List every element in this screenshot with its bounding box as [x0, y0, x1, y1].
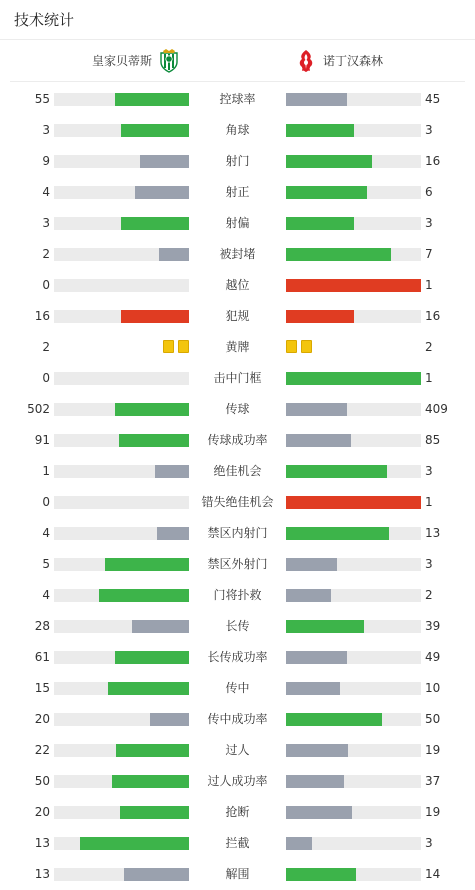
stat-row: [0, 704, 475, 735]
away-stat-value: 14: [425, 867, 441, 881]
stat-row: [0, 208, 475, 239]
away-stat-bar-track: [286, 124, 421, 137]
home-stat-bar-green: [105, 558, 189, 571]
yellow-card-icon: [286, 340, 297, 353]
home-stat-value: 2: [42, 340, 50, 354]
home-stat-bar-track: [54, 775, 189, 788]
real-betis-crest-icon: [158, 49, 180, 73]
stat-label: 门将扑救: [213, 588, 262, 602]
stat-label: 射正: [225, 185, 250, 199]
stat-row: [0, 115, 475, 146]
away-stat-bar-gray: [286, 651, 347, 664]
stat-row: [0, 518, 475, 549]
home-stat-bar-track: [54, 434, 189, 447]
away-stat-value: 7: [425, 247, 433, 261]
away-stat-bar-gray: [286, 558, 337, 571]
home-stat-bar-gray: [157, 527, 189, 540]
stat-label: 解围: [225, 867, 250, 881]
stat-row: [0, 394, 475, 425]
stat-label: 禁区外射门: [207, 557, 268, 571]
stat-row: [0, 456, 475, 487]
stat-label: 黄牌: [225, 340, 250, 354]
page-title: [0, 0, 475, 40]
home-stat-value: 2: [42, 247, 50, 261]
away-stat-bar-track: [286, 496, 421, 509]
away-stat-value: 10: [425, 681, 441, 695]
away-stat-value: 6: [425, 185, 433, 199]
away-stat-bar-green: [286, 868, 356, 881]
home-stat-value: 13: [34, 836, 50, 850]
away-stat-value: 2: [425, 588, 433, 602]
away-stat-bar-green: [286, 217, 354, 230]
away-stat-bar-green: [286, 372, 421, 385]
home-stat-bar-green: [116, 744, 189, 757]
stat-label: 错失绝佳机会: [201, 495, 274, 509]
home-stat-value: 55: [34, 92, 50, 106]
home-stat-bar-gray: [124, 868, 189, 881]
home-stat-bar-track: [54, 744, 189, 757]
stat-label: 过人: [225, 743, 250, 757]
yellow-card-icon: [301, 340, 312, 353]
team-header: [10, 40, 465, 82]
away-stat-bar-track: [286, 248, 421, 261]
page-title-text: 技术统计: [14, 11, 75, 29]
home-stat-bar-green: [115, 651, 189, 664]
home-stat-bar-track: [54, 651, 189, 664]
stat-label: 传中成功率: [207, 712, 268, 726]
away-stat-value: 3: [425, 123, 433, 137]
home-stat-value: 16: [34, 309, 50, 323]
away-stat-bar-green: [286, 248, 391, 261]
home-stat-value: 502: [27, 402, 50, 416]
home-stat-value: 20: [34, 805, 50, 819]
home-stat-bar-track: [54, 868, 189, 881]
stat-row: [0, 673, 475, 704]
away-stat-bar-track: [286, 868, 421, 881]
stat-label: 射门: [225, 154, 250, 168]
away-stat-bar-green: [286, 124, 354, 137]
home-stat-value: 5: [42, 557, 50, 571]
home-stat-value: 4: [42, 185, 50, 199]
away-stat-bar-gray: [286, 682, 340, 695]
home-stat-bar-green: [119, 434, 189, 447]
home-stat-bar-track: [54, 310, 189, 323]
away-stat-bar-track: [286, 837, 421, 850]
yellow-card-icon: [163, 340, 174, 353]
away-stat-value: 13: [425, 526, 441, 540]
away-stat-bar-track: [286, 620, 421, 633]
stat-label: 拦截: [225, 836, 250, 850]
stat-label: 犯规: [225, 309, 250, 323]
away-team-name: 诺丁汉森林: [323, 54, 384, 68]
home-stat-bar-green: [112, 775, 189, 788]
away-stat-bar-track: [286, 682, 421, 695]
home-stat-bar-track: [54, 93, 189, 106]
home-stat-bar-track: [54, 155, 189, 168]
stat-row: [0, 425, 475, 456]
home-team-name: 皇家贝蒂斯: [91, 54, 152, 68]
away-stat-bar-green: [286, 527, 389, 540]
stat-label: 绝佳机会: [213, 464, 262, 478]
home-stat-bar-track: [54, 713, 189, 726]
stat-row: [0, 735, 475, 766]
home-stat-bar-green: [108, 682, 189, 695]
home-stat-bar-track: [54, 496, 189, 509]
away-stat-bar-track: [286, 651, 421, 664]
stat-label: 长传: [225, 619, 250, 633]
stat-label: 禁区内射门: [207, 526, 268, 540]
home-stat-value: 0: [42, 278, 50, 292]
home-stat-bar-green: [121, 217, 189, 230]
away-stat-bar-track: [286, 279, 421, 292]
away-team[interactable]: [295, 40, 383, 81]
home-stat-value: 0: [42, 495, 50, 509]
away-stat-bar-track: [286, 744, 421, 757]
stat-label: 角球: [225, 123, 250, 137]
away-stat-value: 49: [425, 650, 441, 664]
away-stat-value: 19: [425, 805, 441, 819]
stat-label: 击中门框: [213, 371, 262, 385]
stat-label: 传球: [225, 402, 250, 416]
home-stat-bar-track: [54, 372, 189, 385]
away-stat-bar-gray: [286, 744, 348, 757]
away-stat-value: 1: [425, 495, 433, 509]
away-yellow-cards: [286, 340, 312, 353]
away-stat-bar-gray: [286, 775, 344, 788]
away-stat-bar-track: [286, 186, 421, 199]
stat-row: [0, 146, 475, 177]
home-stat-bar-track: [54, 620, 189, 633]
stat-row: [0, 332, 475, 363]
stat-row: [0, 797, 475, 828]
away-stat-bar-green: [286, 186, 367, 199]
home-stat-bar-track: [54, 465, 189, 478]
away-stat-bar-red: [286, 496, 421, 509]
away-stat-value: 50: [425, 712, 441, 726]
home-stat-bar-track: [54, 124, 189, 137]
yellow-card-icon: [178, 340, 189, 353]
stat-label: 过人成功率: [207, 774, 268, 788]
stat-row: [0, 239, 475, 270]
home-stat-value: 0: [42, 371, 50, 385]
stat-label: 被封堵: [219, 247, 256, 261]
away-stat-bar-green: [286, 713, 382, 726]
home-stat-bar-green: [99, 589, 189, 602]
home-stat-bar-track: [54, 279, 189, 292]
home-stat-bar-track: [54, 589, 189, 602]
home-stat-bar-track: [54, 217, 189, 230]
away-stat-bar-green: [286, 155, 372, 168]
away-stat-bar-track: [286, 434, 421, 447]
away-stat-value: 85: [425, 433, 441, 447]
away-stat-bar-track: [286, 527, 421, 540]
home-stat-value: 3: [42, 216, 50, 230]
home-stat-bar-gray: [140, 155, 189, 168]
home-stat-bar-green: [121, 124, 189, 137]
away-stat-bar-red: [286, 310, 354, 323]
home-stat-value: 3: [42, 123, 50, 137]
stat-row: [0, 766, 475, 797]
nottingham-forest-crest-icon: [295, 49, 317, 73]
stat-row: [0, 270, 475, 301]
away-stat-value: 1: [425, 371, 433, 385]
home-stat-bar-track: [54, 527, 189, 540]
stat-label: 长传成功率: [207, 650, 268, 664]
away-stat-bar-gray: [286, 93, 347, 106]
away-stat-bar-track: [286, 217, 421, 230]
home-stat-bar-track: [54, 403, 189, 416]
away-stat-value: 37: [425, 774, 441, 788]
home-stat-bar-gray: [150, 713, 189, 726]
stat-label: 抢断: [225, 805, 250, 819]
home-stat-bar-track: [54, 682, 189, 695]
away-stat-value: 3: [425, 836, 433, 850]
away-stat-bar-track: [286, 93, 421, 106]
away-stat-value: 19: [425, 743, 441, 757]
home-stat-bar-track: [54, 806, 189, 819]
away-stat-value: 2: [425, 340, 433, 354]
home-yellow-cards: [163, 340, 189, 353]
away-stat-value: 16: [425, 309, 441, 323]
away-stat-value: 3: [425, 464, 433, 478]
home-stat-value: 28: [34, 619, 50, 633]
away-stat-value: 3: [425, 216, 433, 230]
home-stat-value: 1: [42, 464, 50, 478]
home-team[interactable]: [92, 40, 180, 81]
home-stat-bar-track: [54, 837, 189, 850]
away-stat-bar-gray: [286, 806, 352, 819]
home-stat-bar-gray: [155, 465, 189, 478]
away-stat-value: 39: [425, 619, 441, 633]
away-stat-value: 45: [425, 92, 441, 106]
stat-label: 传球成功率: [207, 433, 268, 447]
away-stat-bar-track: [286, 558, 421, 571]
stat-label: 传中: [225, 681, 250, 695]
home-stat-bar-green: [115, 93, 189, 106]
away-stat-bar-green: [286, 465, 387, 478]
stat-row: [0, 549, 475, 580]
stat-row: [0, 487, 475, 518]
away-stat-bar-red: [286, 279, 421, 292]
away-stat-bar-track: [286, 372, 421, 385]
home-stat-bar-green: [120, 806, 189, 819]
stat-row: [0, 301, 475, 332]
home-stat-bar-track: [54, 558, 189, 571]
stat-row: [0, 177, 475, 208]
stat-row: [0, 642, 475, 673]
away-stat-bar-gray: [286, 403, 347, 416]
home-stat-value: 15: [34, 681, 50, 695]
away-stat-bar-track: [286, 589, 421, 602]
away-stat-bar-track: [286, 465, 421, 478]
home-stat-value: 4: [42, 588, 50, 602]
stat-row: [0, 828, 475, 859]
home-stat-bar-red: [121, 310, 189, 323]
home-stat-bar-gray: [135, 186, 189, 199]
away-stat-bar-track: [286, 310, 421, 323]
stat-label: 越位: [225, 278, 250, 292]
home-stat-value: 9: [42, 154, 50, 168]
home-stat-value: 91: [34, 433, 50, 447]
stat-row: [0, 363, 475, 394]
stat-row: [0, 580, 475, 611]
away-stat-bar-track: [286, 806, 421, 819]
home-stat-bar-track: [54, 248, 189, 261]
away-stat-bar-track: [286, 775, 421, 788]
away-stat-bar-track: [286, 155, 421, 168]
home-stat-value: 4: [42, 526, 50, 540]
away-stat-bar-gray: [286, 837, 312, 850]
away-stat-bar-track: [286, 713, 421, 726]
stat-label: 控球率: [219, 92, 256, 106]
away-stat-value: 1: [425, 278, 433, 292]
away-stat-value: 16: [425, 154, 441, 168]
home-stat-bar-gray: [159, 248, 189, 261]
home-stat-value: 22: [34, 743, 50, 757]
home-stat-bar-gray: [132, 620, 189, 633]
away-stat-bar-gray: [286, 434, 351, 447]
home-stat-value: 20: [34, 712, 50, 726]
stat-label: 射偏: [225, 216, 250, 230]
away-stat-bar-green: [286, 620, 364, 633]
home-stat-bar-green: [80, 837, 189, 850]
home-stat-bar-track: [54, 186, 189, 199]
stat-row: [0, 859, 475, 890]
stat-row: [0, 84, 475, 115]
away-stat-value: 409: [425, 402, 448, 416]
stat-row: [0, 611, 475, 642]
home-stat-value: 13: [34, 867, 50, 881]
away-stat-bar-gray: [286, 589, 331, 602]
away-stat-bar-track: [286, 403, 421, 416]
home-stat-bar-green: [115, 403, 189, 416]
home-stat-value: 50: [34, 774, 50, 788]
home-stat-value: 61: [34, 650, 50, 664]
away-stat-value: 3: [425, 557, 433, 571]
